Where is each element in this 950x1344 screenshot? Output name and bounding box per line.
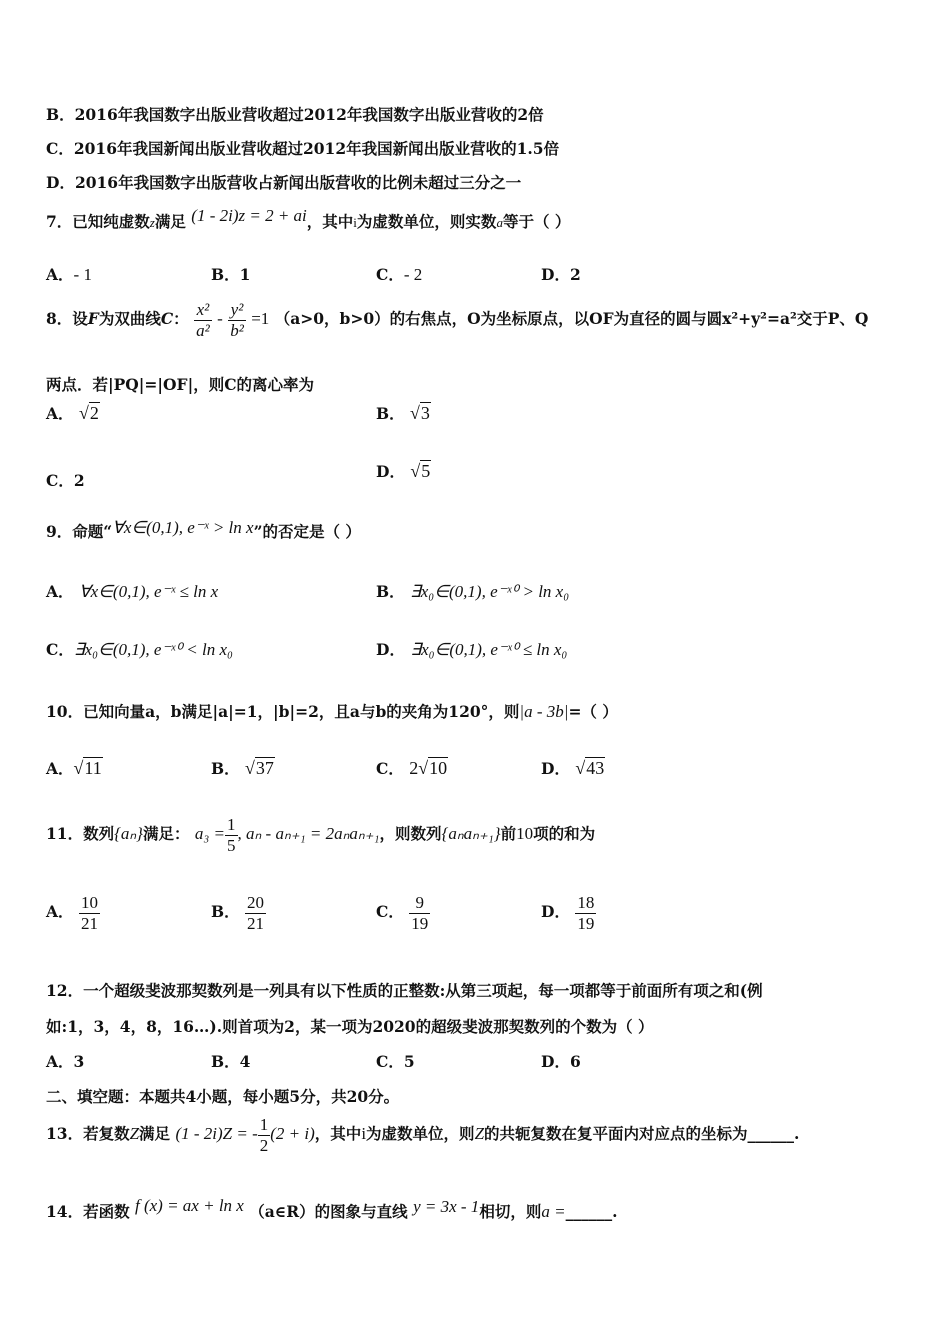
q10-option-a: A．√11 (46, 758, 102, 778)
q11-option-b: B． $\frac{20}{21}$ (211, 893, 265, 933)
q7-option-c: C．- 2 (376, 265, 423, 284)
q11-option-a: A． $\frac{10}{21}$ (46, 893, 98, 933)
q11-stem: 11．数列{aₙ}满足： a₃ = $\frac{1}{5}$ , aₙ - aₙ₊₁ = 2aₙaₙ₊₁，则数列{aₙaₙ₊₁}前10项的和为 (46, 815, 596, 855)
q12-option-d: D．6 (541, 1052, 581, 1071)
q6-option-c: C．2016年我国新闻出版业营收超过2012年我国新闻出版业营收的1.5倍 (46, 139, 560, 158)
q12-stem-line1: 12．一个超级斐波那契数列是一列具有以下性质的正整数:从第三项起，每一项都等于前面所有项之和(例 (46, 981, 763, 1000)
q10-option-b: B． √37 (211, 758, 274, 778)
q9-option-a: A． ∀x∈(0,1), e⁻ˣ ≤ ln x (46, 582, 219, 601)
q8-option-a: A． √2 (46, 403, 99, 423)
q6-option-d: D．2016年我国数字出版营收占新闻出版营收的比例未超过三分之一 (46, 173, 522, 192)
q10-option-d: D． √43 (541, 758, 605, 778)
q11-option-d: D． $\frac{18}{19}$ (541, 893, 595, 933)
q8-stem-line2: 两点．若|PQ|=|OF|，则C的离心率为 (46, 375, 315, 394)
q7-option-a: A．- 1 (46, 265, 92, 284)
q8-option-d: D． √5 (376, 461, 431, 481)
q9-stem: 9．命题“∀x∈(0,1), e⁻ˣ > ln x”的否定是（ ） (46, 518, 361, 541)
q7-stem: 7．已知纯虚数z满足 (1 - 2i)z = 2 + ai，其中i为虚数单位，则实数a等于（ ） (46, 206, 571, 231)
q14-stem: 14．若函数 f (x) = ax + ln x （a∈R）的图象与直线 y = 3x - 1相切，则a =______. (46, 1196, 618, 1221)
q9-option-c: C．∃x₀∈(0,1), e⁻ˣ⁰ < ln x₀ (46, 640, 233, 659)
section-heading: 二、填空题：本题共4小题，每小题5分，共20分。 (46, 1087, 400, 1106)
q10-stem: 10．已知向量a，b满足|a|=1，|b|=2，且a与b的夹角为120°，则|a - 3b|=（ ） (46, 702, 618, 721)
q11-option-c: C． $\frac{9}{19}$ (376, 893, 429, 933)
q12-option-a: A．3 (46, 1052, 85, 1071)
q7-option-b: B．1 (211, 265, 251, 284)
q8-fraction-x: $\frac{\text{x²}}{\text{a²}}$ (196, 300, 210, 340)
q12-option-c: C．5 (376, 1052, 415, 1071)
q8-option-c: C．2 (46, 471, 85, 490)
q12-option-b: B．4 (211, 1052, 251, 1071)
q8-fraction-y: $\frac{\text{y²}}{\text{b²}}$ (230, 300, 244, 340)
q10-option-c: C． 2√10 (376, 758, 448, 778)
q7-option-d: D．2 (541, 265, 581, 284)
q8-option-b: B． √3 (376, 403, 430, 423)
q9-option-d: D． ∃x₀∈(0,1), e⁻ˣ⁰ ≤ ln x₀ (376, 640, 568, 659)
q12-stem-line2: 如:1，3，4，8，16…).则首项为2，某一项为2020的超级斐波那契数列的个数为（ ） (46, 1017, 654, 1036)
q13-stem: 13．若复数Z满足 (1 - 2i)Z = - $\frac{1}{2}$ (2 + i)，其中i为虚数单位，则Z的共轭复数在复平面内对应点的坐标为______. (46, 1115, 800, 1155)
q6-option-b: B．2016年我国数字出版业营收超过2012年我国数字出版业营收的2倍 (46, 105, 544, 124)
q7-formula: (1 - 2i)z = 2 + ai (191, 206, 307, 225)
q8-stem: 8．设F为双曲线C： $\frac{\text{x²}}{\text{a²}}$ - $\frac{\text{y²}}{\text{b²}}$ =1 （a>0，b>0）的右焦点，O为坐标原点，以OF为直径的圆与圆x²+y²=a²交于P、Q (46, 300, 869, 340)
q9-option-b: B． ∃x₀∈(0,1), e⁻ˣ⁰ > ln x₀ (376, 582, 570, 601)
